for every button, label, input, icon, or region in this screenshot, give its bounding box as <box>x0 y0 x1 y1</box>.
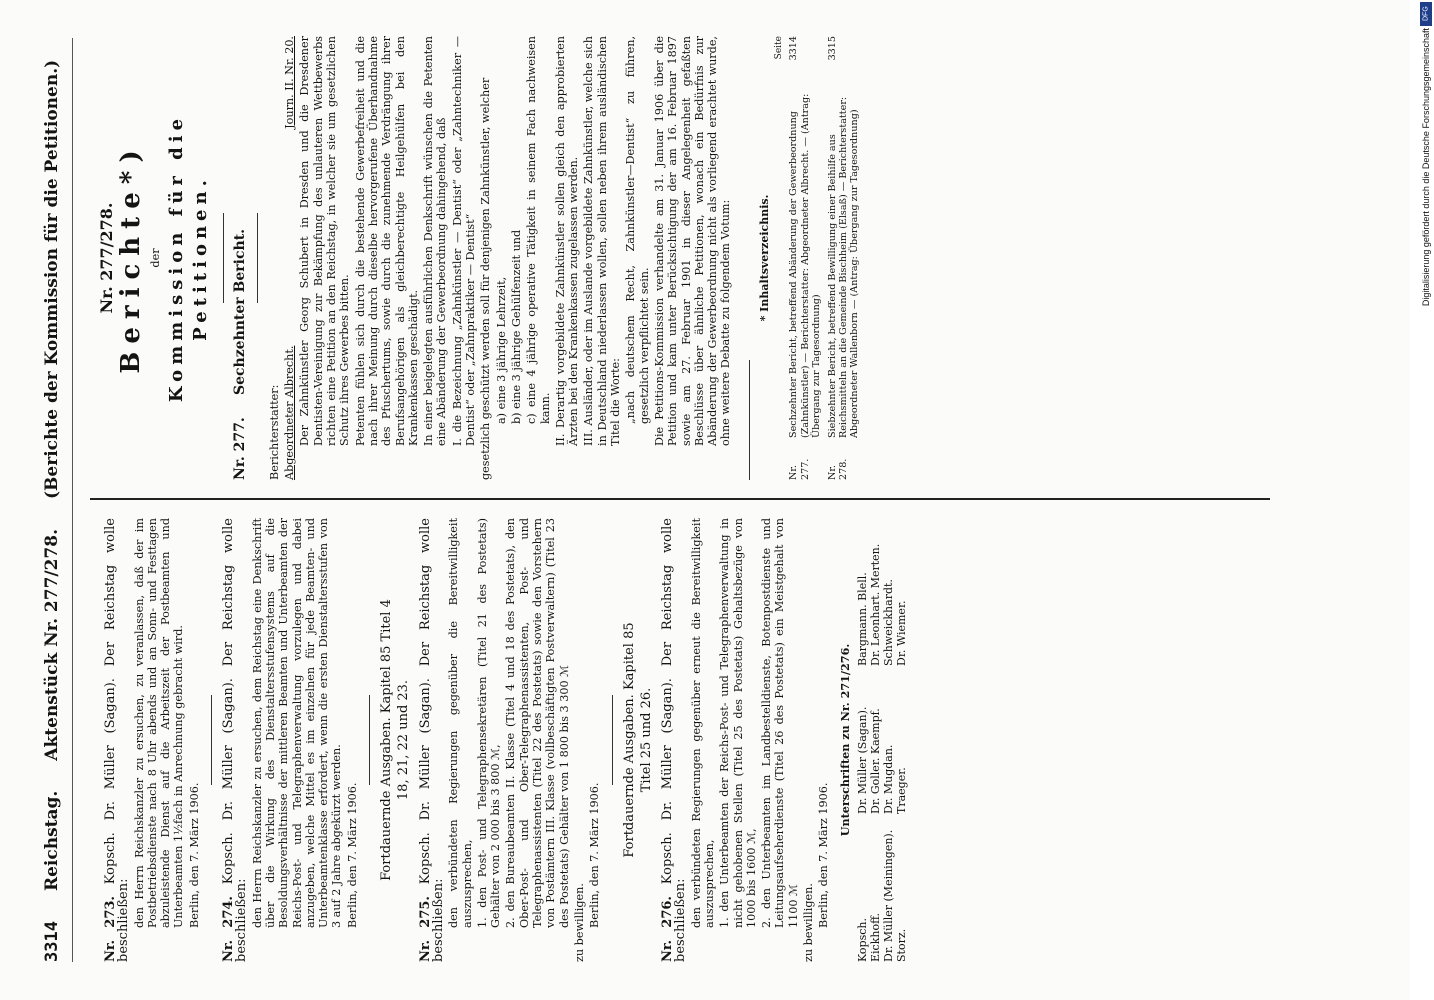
toc-row-277: Nr. 277. Sechzehnter Bericht, betreffend Abänderung der Gewerbeordnung (Zahnkünstler) — Berichterstatter: Abgeordneter Albrecht. — (Antrag: Übergang zur Tagesordnung) 3314 <box>788 36 823 480</box>
section-heading-2a: Fortdauernde Ausgaben. Kapitel 85 <box>621 622 637 858</box>
signature: Dr. Müller (Sagan). <box>855 706 869 814</box>
toc-title: * Inhaltsverzeichnis. <box>757 194 771 322</box>
entry-275-item-1: 1. den Post- und Telegraphensekretären (Titel 21 des Postetats) Gehälter von 2 000 bis 3 800 ℳ, <box>475 518 503 928</box>
demand-3-quote: „nach deutschem Recht, Zahnkünstler—Dentist“ zu führen, gesetzlich verpflichtet sein. <box>624 36 651 424</box>
dfg-logo: DFG <box>1420 2 1432 26</box>
entry-275-tail: zu bewilligen. <box>572 883 586 962</box>
separator <box>612 695 613 785</box>
paragraph-2: Petenten fühlen sich durch die bestehende Gewerbefreiheit und die nach ihrer Meinung durch dieselbe hervorgerufene Überhandnahme des Pfuschertums, sowie durch die zunehmende Verdrängung ihrer Berufsangehörigen als gleichberechtigte Heilgehülfen bei den Krankenkassen geschädigt. <box>353 36 420 446</box>
header-center: Aktenstück Nr. 277/278. <box>42 528 62 761</box>
signature: Schweickhardt. <box>881 579 895 666</box>
toc-seite: Seite <box>773 36 784 60</box>
report-number: Nr. 277/278. <box>97 202 116 314</box>
paragraph-4: Die Petitions-Kommission verhandelte am 31. Januar 1906 über die Petition und kam unter Berücksichtigung der am 16. Februar 1897 sowie am 27. Februar 1901 in dieser Angelegenheit gefaßten Beschlüsse über ähnliche Petitionen, wonach ein Bedürfnis zur Abänderung der Gewerbeordnung nicht als vorliegend erachtet wurde, ohne weitere Debatte zu folgendem Votum: <box>652 36 733 446</box>
separator <box>369 695 370 785</box>
dfg-credit-text: Digitalisierung gefördert durch die Deutsche Forschungsgemeinschaft <box>1421 28 1431 307</box>
entry-276-item-2: 2. den Unterbeamten im Landbestelldienste, Botenpostdienste und Leitungsaufseherdienste (Titel 26 des Postetats) ein Meistgehalt von 1100 ℳ <box>760 518 800 928</box>
entry-276: Nr. 276. Kopsch. Dr. Müller (Sagan). Der Reichstag wolle beschließen: <box>660 518 689 962</box>
right-column <box>96 36 865 480</box>
section-heading-2b: Titel 25 und 26. <box>638 687 654 793</box>
entry-273-text: den Herrn Reichskanzler zu ersuchen, zu veranlassen, daß der im Postbetriebsdienste nach 8 Uhr abends und an Sonn- und Festtagen abzuleistende Dienst auf die Arbeitszeit der Postbeamten und Unterbeamten 1½fach in Anrechnung gebracht wird. <box>132 518 186 928</box>
entry-275-item-2: 2. den Bureaubeamten II. Klasse (Titel 4 und 18 des Postetats), den Ober-Post- und Ober-Telegraphenassistenten, Post- und Telegraphenassistenten (Titel 22 des Postetats) sowie den Vorstehern von Postämtern III. Klasse (vollbeschäftigten Postverwaltern) (Titel 23 des Postetats) Gehälter von 1 800 bis 3 300 ℳ <box>504 518 571 928</box>
entry-276-tail: zu bewilligen. <box>802 883 816 962</box>
entry-275-date: Berlin, den 7. März 1906. <box>588 782 602 928</box>
berichte-title: Berichte*) <box>116 142 147 374</box>
signatures-heading: Unterschriften zu Nr. 271/276. <box>837 643 852 837</box>
signatures <box>856 518 908 962</box>
signature: Dr. Goller. Kaempf. <box>868 708 882 814</box>
header-left: Reichstag. <box>42 790 62 892</box>
entry-274-text: den Herrn Reichskanzler zu ersuchen, dem Reichstag eine Denkschrift über die Wirkung des Dienstaltersstufensystems auf die Besoldungsverhältnisse der mittleren Beamten und Unterbeamten der Reichs-Post- und Telegraphenverwaltung vorzulegen und dabei anzugeben, welche Mittel es im einzelnen für jede Beamten- und Unterbeamtenklasse erfordert, wenn die ersten Dienstaltersstufen von 3 auf 2 Jahre abgekürzt werden. <box>250 518 344 928</box>
report-heading: Nr. 277. Sechzehnter Bericht. <box>231 228 248 480</box>
demand-1-c: c) eine 4 jährige operative Tätigkeit in seinem Fach nachweisen kann. <box>525 36 552 424</box>
dfg-sidebar <box>1418 0 1434 1000</box>
signature: Eickhoff. <box>868 912 882 962</box>
signature: Traeger. <box>894 767 908 814</box>
demand-2: II. Derartig vorgebildete Zahnkünstler sollen gleich den approbierten Ärzten bei den Krankenkassen zugelassen werden. <box>553 36 581 446</box>
entry-276-intro: den verbündeten Regierungen gegenüber erneut die Bereitwilligkeit auszusprechen, <box>689 518 716 928</box>
entry-273: Nr. 273. Kopsch. Dr. Müller (Sagan). Der Reichstag wolle beschließen: <box>103 518 132 962</box>
entry-276-date: Berlin, den 7. März 1906. <box>817 782 831 928</box>
demand-1-b: b) eine 3 jährige Gehülfenzeit und <box>509 229 523 424</box>
separator <box>257 213 258 303</box>
signature: Dr. Müller (Meiningen). <box>881 829 895 962</box>
demand-3: III. Ausländer, oder im Auslande vorgebildete Zahnkünstler, welche sich in Deutschland niederlassen wollen, sollen neben ihrem ausländischen Titel die Worte: <box>582 36 623 446</box>
entry-273-date: Berlin, den 7. März 1906. <box>187 782 201 928</box>
entry-274: Nr. 274. Kopsch. Dr. Müller (Sagan). Der Reichstag wolle beschließen: <box>221 518 250 962</box>
signature: Dr. Wiemer. <box>894 600 908 666</box>
entry-275-intro: den verbündeten Regierungen gegenüber die Bereitwilligkeit auszusprechen, <box>447 518 474 928</box>
footnote-rule <box>749 360 750 480</box>
page-header <box>42 38 73 962</box>
signature: Dr. Leonhart. Merten. <box>868 543 882 666</box>
signature: Storz. <box>894 928 908 962</box>
signature: Kopsch. <box>855 918 869 962</box>
separator <box>211 695 212 785</box>
journal-ref: Journ. II. Nr. 20. <box>283 36 297 129</box>
toc-row-278: Nr. 278. Siebzehnter Bericht, betreffend Bewilligung einer Beihilfe aus Reichsmitteln an die Gemeinde Bischheim (Elsaß) — Berichterstatter: Abgeordneter Wallenborn — (Antrag: Übergang zur Tagesordnung) 3315 <box>826 36 861 480</box>
entry-275: Nr. 275. Kopsch. Dr. Müller (Sagan). Der Reichstag wolle beschließen: <box>417 518 446 962</box>
signature: Bargmann. Blell. <box>855 572 869 666</box>
left-column <box>96 518 908 962</box>
demand-1-a: a) eine 3 jährige Lehrzeit, <box>494 276 508 424</box>
abgeordneter: Abgeordneter Albrecht. <box>283 345 297 480</box>
demand-1-cont: gesetzlich geschützt werden soll für denjenigen Zahnkünstler, welcher <box>479 77 493 480</box>
separator <box>223 213 224 303</box>
header-right: (Berichte der Kommission für die Petitionen.) <box>42 59 62 499</box>
entry-276-item-1: 1. den Unterbeamten der Reichs-Post- und Telegraphenverwaltung in nicht gehobenen Stellen (Titel 25 des Postetats) Gehaltsbezüge von 1000 bis 1600 ℳ, <box>718 518 758 928</box>
signature: Dr. Mugdan. <box>881 744 895 814</box>
column-divider <box>90 498 1270 500</box>
demand-1: I. die Bezeichnung „Zahnkünstler — Dentist“ oder „Zahntechniker — Dentist“ oder „Zahnpraktiker — Dentist“ <box>450 36 478 446</box>
paragraph-1: Der Zahnkünstler Georg Schubert in Dresden und die Dresdener Dentisten-Vereinigung zur Bekämpfung des unlauteren Wettbewerbs richten eine Petition an den Reichstag, in welcher sie um gesetzlichen Schutz ihres Gewerbes bitten. <box>298 36 352 446</box>
section-heading-1a: Fortdauernde Ausgaben. Kapitel 85 Titel 4 <box>379 599 395 881</box>
berichterstatter-label: Berichterstatter: <box>267 384 281 480</box>
paragraph-3: In einer beigelegten ausführlichen Denkschrift wünschen die Petenten eine Abänderung der Gewerbeordnung dahingehend, daß <box>422 36 449 446</box>
berichterstatter-line <box>283 36 296 480</box>
section-heading-1b: 18, 21, 22 und 23. <box>396 679 412 801</box>
page-number: 3314 <box>42 921 62 962</box>
kommission-title: Kommission für die Petitionen. <box>165 113 211 403</box>
entry-274-date: Berlin, den 7. März 1906. <box>345 782 359 928</box>
der-word: der <box>149 248 163 268</box>
